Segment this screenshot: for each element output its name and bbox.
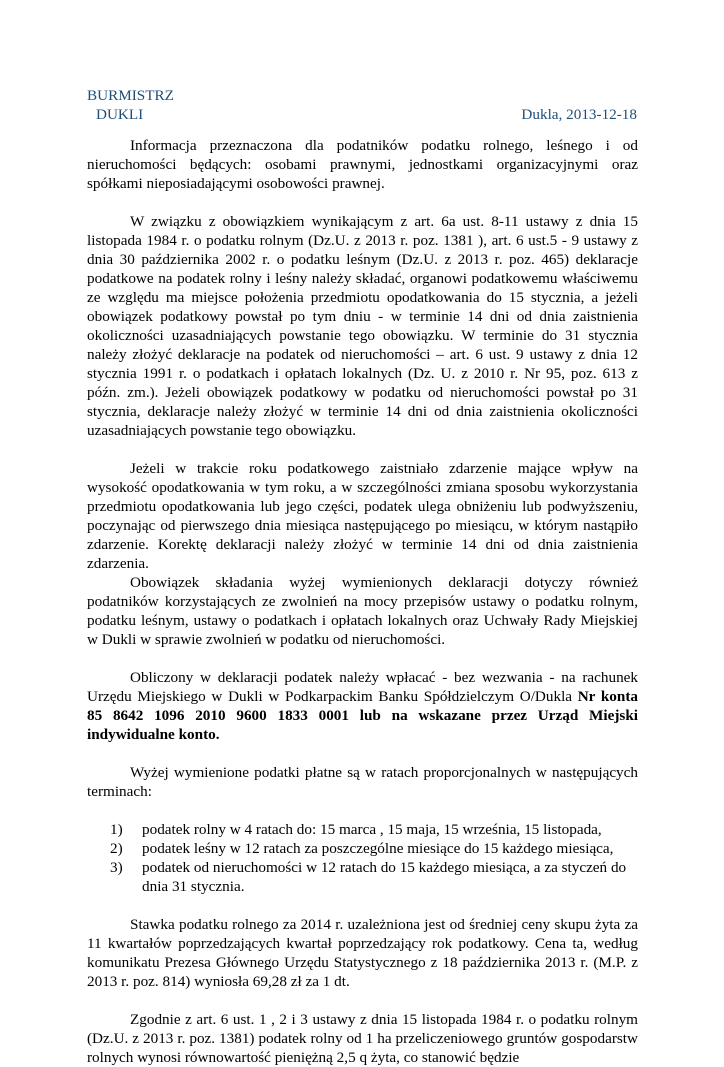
paragraph-exemptions: Obowiązek składania wyżej wymienionych deklaracji dotyczy również podatników korzystających ze zwolnień na mocy przepisów ustawy o podatku rolnym, podatku leśnym, ustawy o podatkach i opłatach lokalnych oraz Uchwały Rady Miejskiej w Dukli w sprawie zwolnień w podatku od nieruchomości. — [87, 574, 638, 648]
place-date: Dukla, 2013-12-18 — [521, 106, 637, 123]
document-body — [87, 136, 638, 1067]
list-number: 1) — [110, 821, 123, 838]
paragraph-declaration-deadlines: W związku z obowiązkiem wynikającym z art. 6a ust. 8-11 ustawy z dnia 15 listopada 1984 r. o podatku rolnym (Dz.U. z 2013 r. poz. 1381 ), art. 6 ust.5 - 9 ustawy z dnia 30 października 2002 r. o podatku leśnym (Dz.U. z 2013 r. poz. 465) deklaracje podatkowe na podatek rolny i leśny należy składać, organowi podatkowemu właściwemu ze względu ma miejsce położenia przedmiotu opodatkowania do 15 stycznia, a jeżeli obowiązek podatkowy powstał po tym dniu - w terminie 14 dni od dnia zaistnienia okoliczności uzasadniających powstanie tego obowiązku. W terminie do 31 stycznia należy złożyć deklaracje na podatek od nieruchomości – art. 6 ust. 9 ustawy z dnia 12 stycznia 1991 r. o podatkach i opłatach lokalnych (Dz. U. z 2010 r. Nr 95, poz. 613 z późn. zm.). Jeżeli obowiązek podatkowy w podatku od nieruchomości powstał po 31 stycznia, deklaracje należy złożyć w terminie 14 dni od dnia zaistnienia okoliczności uzasadniających powstanie tego obowiązku. — [87, 213, 638, 439]
list-item — [87, 820, 638, 839]
issuer-town: DUKLI — [96, 106, 144, 123]
list-number: 2) — [110, 840, 123, 857]
list-text: podatek rolny w 4 ratach do: 15 marca , 15 maja, 15 września, 15 listopada, — [142, 821, 602, 838]
installments-list — [87, 820, 638, 896]
list-item — [87, 858, 638, 896]
payment-text: Obliczony w deklaracji podatek należy wpłacać - bez wezwania - na rachunek Urzędu Miejskiego w Dukli w Podkarpackim Banku Spółdzielczym O/Dukla — [87, 669, 638, 705]
issuer-block — [87, 86, 174, 124]
bank-account-number: Nr konta 85 8642 1096 2010 9600 1833 0001 lub na wskazane przez Urząd Miejski indywidualne konto. — [87, 688, 638, 743]
paragraph-tax-changes: Jeżeli w trakcie roku podatkowego zaistniało zdarzenie mające wpływ na wysokość opodatkowania w tym roku, a w szczególności zmiana sposobu wykorzystania przedmiotu opodatkowania lub jego części, podatek ulega obniżeniu lub podwyższeniu, poczynając od pierwszego dnia miesiąca następującego po miesiącu, w którym nastąpiło zdarzenie. Korektę deklaracji należy złożyć w terminie 14 dni od dnia zaistnienia zdarzenia. — [87, 460, 638, 572]
paragraph-intro: Informacja przeznaczona dla podatników podatku rolnego, leśnego i od nieruchomości będących: osobami prawnymi, jednostkami organizacyjnymi oraz spółkami nieposiadającymi osobowości prawnej. — [87, 137, 638, 192]
issuer-title: BURMISTRZ — [87, 87, 174, 104]
paragraph-payment-account — [87, 668, 638, 744]
list-text: podatek od nieruchomości w 12 ratach do 15 każdego miesiąca, a za styczeń do dnia 31 stycznia. — [142, 859, 627, 895]
paragraph-agricultural-tax-calc: Zgodnie z art. 6 ust. 1 , 2 i 3 ustawy z dnia 15 listopada 1984 r. o podatku rolnym (Dz.U. z 2013 r. poz. 1381) podatek rolny od 1 ha przeliczeniowego gruntów gospodarstw rolnych wynosi równowartość pieniężną 2,5 q żyta, co stanowić będzie — [87, 1011, 638, 1066]
paragraph-installments-intro: Wyżej wymienione podatki płatne są w ratach proporcjonalnych w następujących terminach: — [87, 764, 638, 800]
list-text: podatek leśny w 12 ratach za poszczególne miesiące do 15 każdego miesiąca, — [142, 840, 614, 857]
list-number: 3) — [110, 859, 123, 876]
list-item — [87, 839, 638, 858]
paragraph-agricultural-rate: Stawka podatku rolnego za 2014 r. uzależniona jest od średniej ceny skupu żyta za 11 kwartałów poprzedzających kwartał poprzedzający rok podatkowy. Cena ta, według komunikatu Prezesa Głównego Urzędu Statystycznego z 18 października 2013 r. (M.P. z 2013 r. poz. 814) wyniosła 69,28 zł za 1 dt. — [87, 916, 638, 990]
